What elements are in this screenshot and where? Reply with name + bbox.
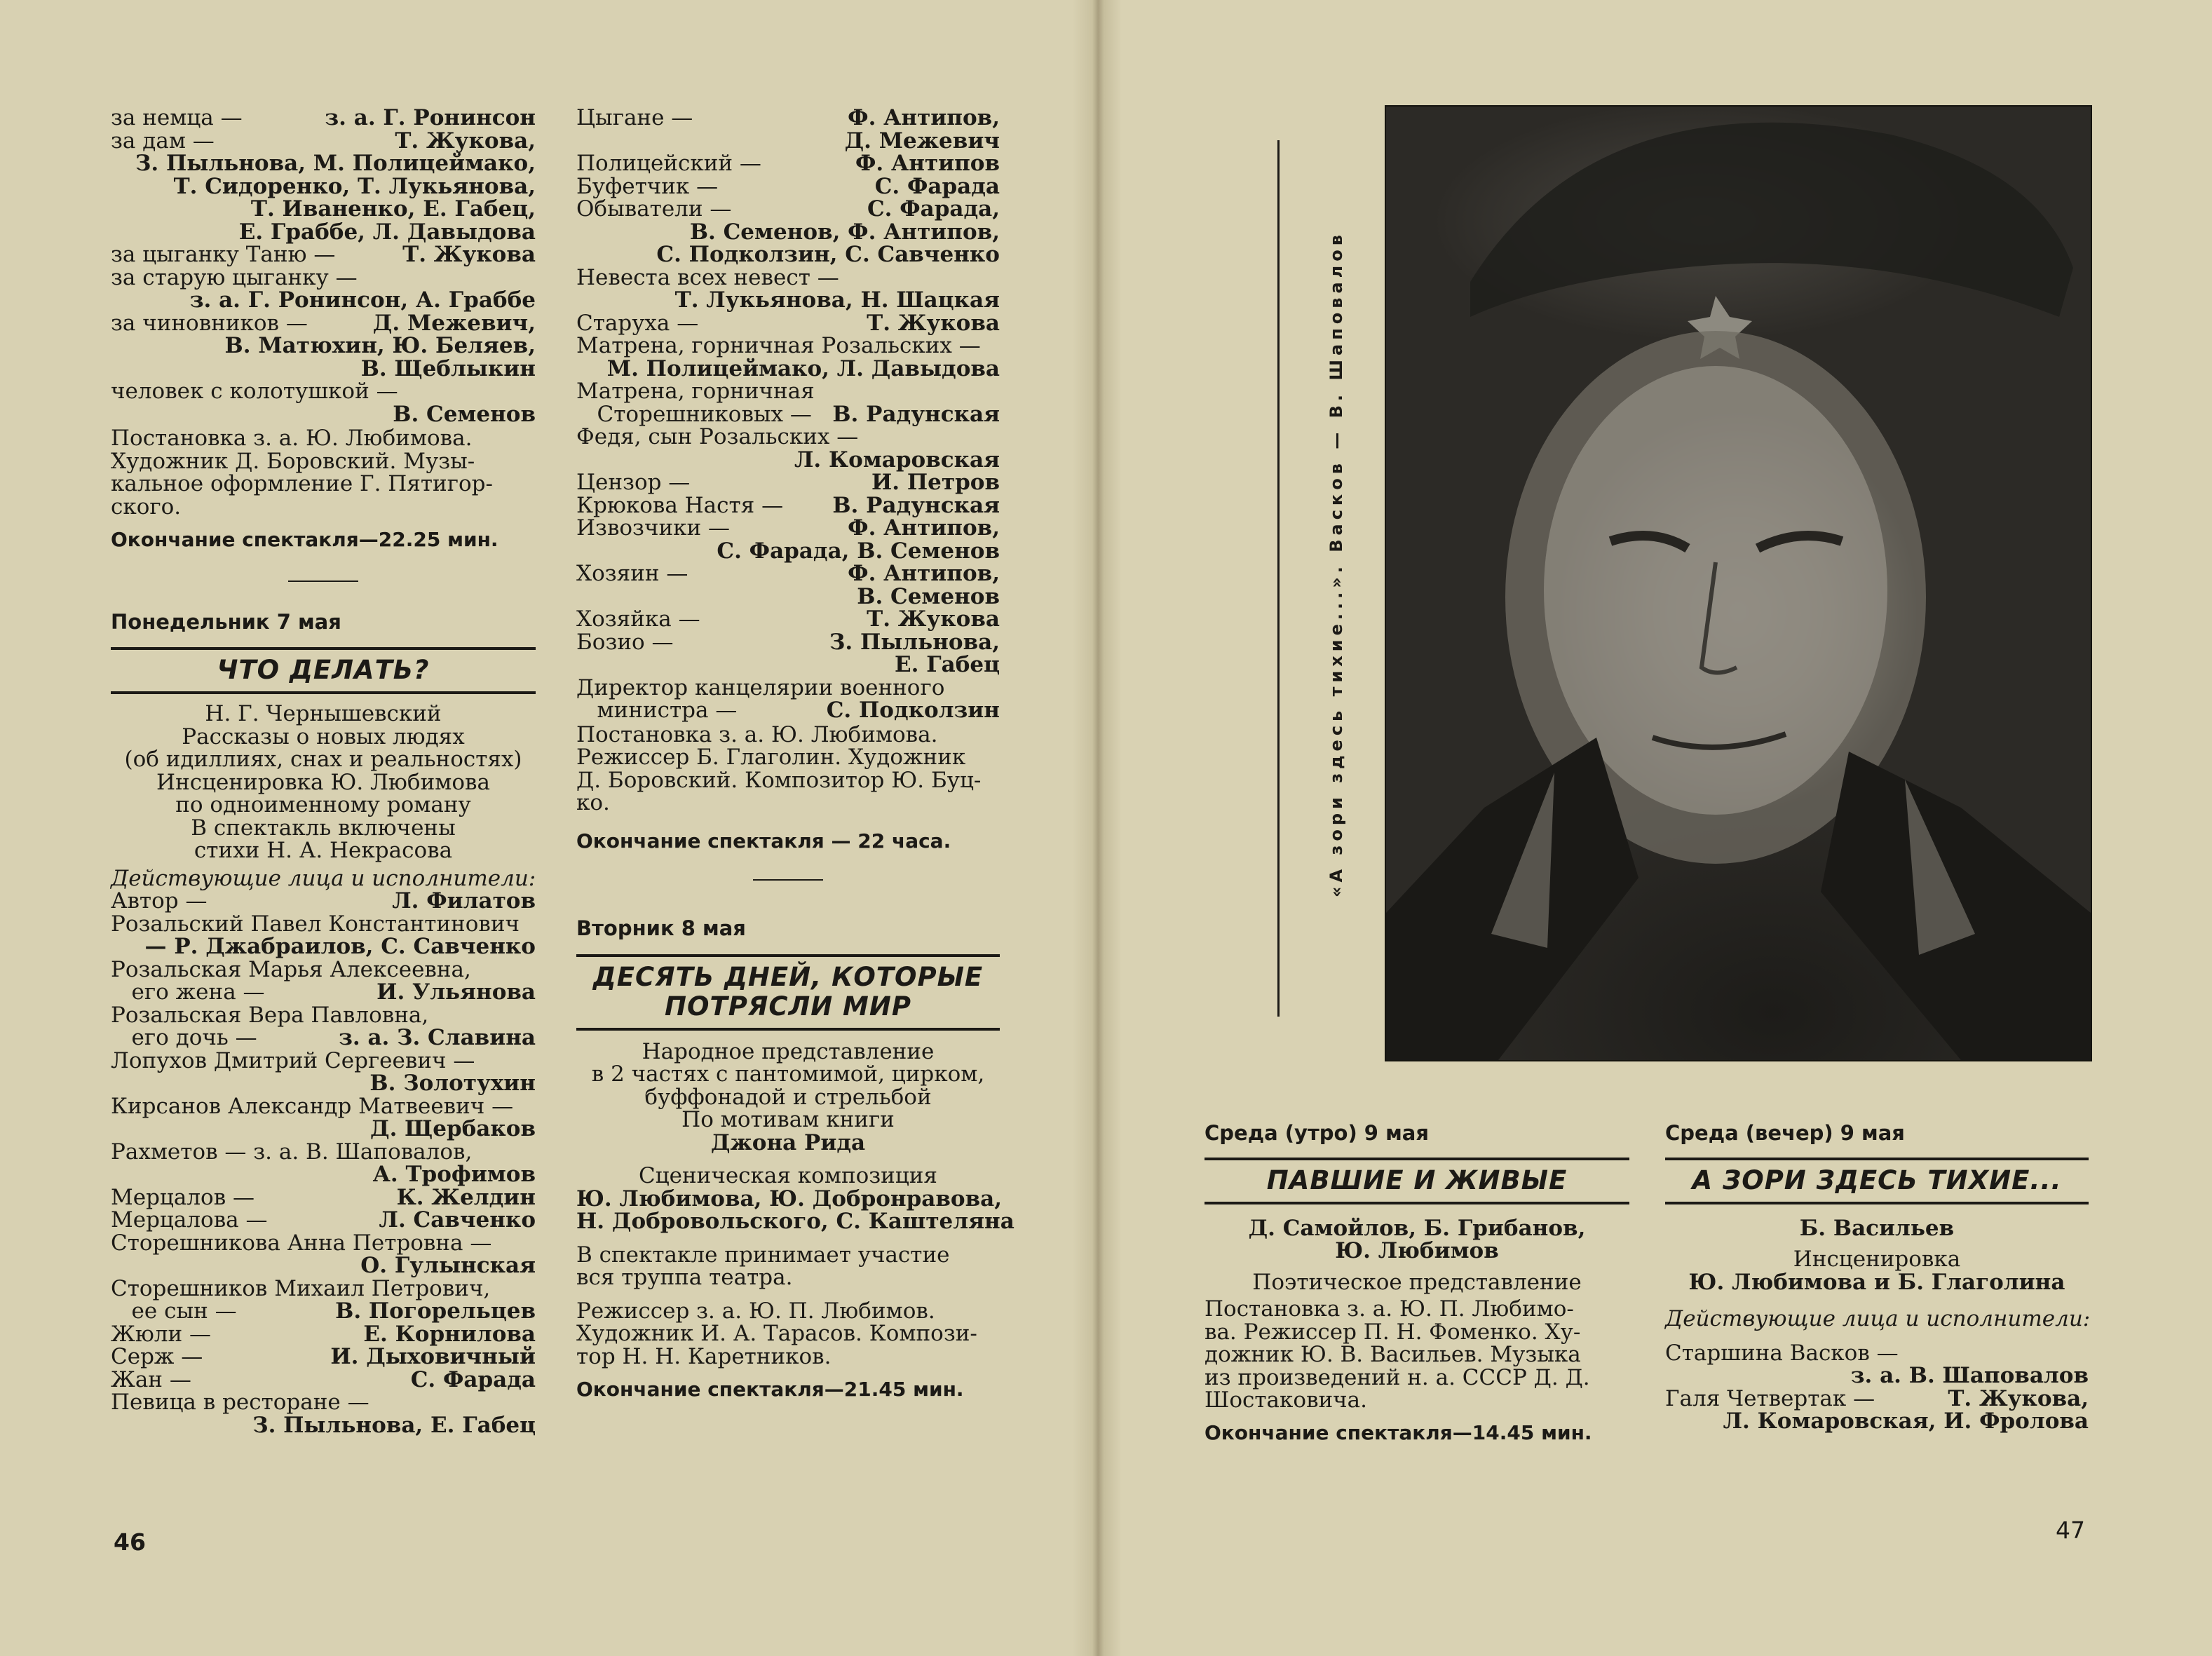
date-heading: Понедельник 7 мая [111, 609, 341, 634]
role-name: Цыгане — [576, 105, 693, 130]
performer-name: К. Желдин [396, 1184, 536, 1210]
page-number: 47 [2056, 1516, 2085, 1544]
title-line: ДЕСЯТЬ ДНЕЙ, КОТОРЫЕ [592, 961, 984, 992]
intro-line: буффонадой и стрельбой [644, 1084, 932, 1110]
play-intro [1665, 1248, 2089, 1294]
performer-name: С. Фарада [410, 1366, 536, 1392]
performer-line: С. Подколзин, С. Савченко [656, 242, 1000, 267]
performer-line: С. Фарада, В. Семенов [717, 538, 1000, 564]
performer-line: — Р. Джабраилов, С. Савченко [144, 934, 536, 959]
role-line: Сторешникова Анна Петровна — [111, 1230, 492, 1256]
troupe-line: В спектакле принимает участие [576, 1242, 950, 1268]
cast-row [111, 1366, 536, 1392]
performer-line: Е. Габец [894, 652, 1000, 677]
performer-name: Т. Жукова [867, 606, 1000, 632]
credit-line: тор Н. Н. Каретников. [576, 1343, 832, 1369]
performer-name: Т. Жукова, [395, 128, 536, 154]
role-line: Розальская Марья Алексеевна, [111, 956, 471, 982]
role-line: Кирсанов Александр Матвеевич — [111, 1093, 514, 1119]
cast-row [576, 107, 1000, 130]
cast-row [111, 107, 536, 130]
cast-row [111, 890, 536, 913]
credit-line: Д. Боровский. Композитор Ю. Буц- [576, 767, 982, 793]
play-intro [576, 1040, 1000, 1155]
role-name: Серж — [111, 1344, 203, 1369]
credit-line: дожник Ю. В. Васильев. Музыка [1205, 1342, 1581, 1367]
role-line: Лопухов Дмитрий Сергеевич — [111, 1047, 475, 1073]
role-name: Жюли — [111, 1321, 212, 1347]
performer-name: В. Погорельцев [335, 1298, 536, 1324]
performer-line: Т. Сидоренко, Т. Лукьянова, [173, 173, 536, 199]
composition-credits [576, 1163, 1015, 1234]
performer-name: Т. Жукова, [1948, 1385, 2089, 1411]
play-author: Б. Васильев [1799, 1215, 1955, 1241]
portrait-illustration [1386, 107, 2091, 1060]
play-title: ЧТО ДЕЛАТЬ? [111, 647, 536, 694]
performer-name: з. а. Г. Ронинсон [325, 105, 536, 130]
role-name: Автор — [111, 888, 208, 914]
role-name: Буфетчик — [576, 173, 719, 199]
performer-line: з. а. Г. Ронинсон, А. Граббе [189, 287, 536, 313]
end-time: Окончание спектакля — 22 часа. [576, 829, 951, 853]
composition-line: Ю. Любимова, Ю. Добронравова, [576, 1186, 1003, 1212]
production-credits [576, 721, 1000, 815]
play-title [576, 954, 1000, 1031]
credit-line: Шостаковича. [1205, 1387, 1368, 1413]
credit-line: Художник Д. Боровский. Музы- [111, 448, 475, 474]
performer-line: А. Трофимов [372, 1162, 536, 1187]
performer-line: О. Гулынская [360, 1253, 536, 1278]
intro-line: стихи Н. А. Некрасова [194, 838, 453, 863]
performer-name: Т. Жукова [402, 242, 536, 267]
performer-name: И. Петров [871, 470, 1000, 495]
book-gutter [1073, 0, 1122, 1656]
performer-line: З. Пыльнова, М. Полицеймако, [135, 151, 536, 176]
role-name: Хозяин — [576, 561, 688, 586]
credit-line: из произведений н. а. СССР Д. Д. [1205, 1364, 1590, 1390]
intro-line: по одноименному роману [175, 792, 471, 817]
cast-row [111, 1209, 536, 1232]
intro-line: (об идиллиях, снах и реальностях) [124, 747, 522, 772]
performer-line: Л. Комаровская, И. Фролова [1723, 1409, 2089, 1434]
credit-line: Постановка з. а. Ю. Любимова. [111, 426, 473, 451]
performer-line: Л. Комаровская [794, 447, 1000, 473]
role-line: Директор канцелярии военного [576, 674, 945, 700]
role-name: министра — [576, 698, 738, 723]
intro-line: в 2 частях с пантомимой, цирком, [591, 1061, 985, 1087]
left-column-1 [111, 107, 536, 1437]
cast-row [1665, 1387, 2089, 1411]
cast-row [111, 312, 536, 335]
left-column-2 [576, 105, 1015, 1402]
production-credits [1205, 1298, 1629, 1412]
cast-row [576, 562, 1000, 585]
performer-line: З. Пыльнова, Е. Габец [252, 1412, 536, 1438]
wednesday-evening-column [1665, 1122, 2089, 1433]
role-line: Невеста всех невест — [576, 264, 839, 290]
troupe-note [576, 1244, 1000, 1289]
production-credits [576, 1300, 1000, 1369]
credit-line: Художник И. А. Тарасов. Компози- [576, 1321, 977, 1346]
performer-line: Д. Щербаков [370, 1116, 536, 1141]
intro-line: Народное представление [642, 1038, 935, 1064]
performer-line: Д. Межевич [844, 128, 1000, 154]
performer-line: В. Семенов [393, 401, 536, 427]
role-name: Рахметов — з. а. В. Шаповалов, [111, 1139, 473, 1165]
composition-line: Н. Добровольского, С. Каштеляна [576, 1209, 1015, 1234]
production-credits [111, 427, 536, 518]
cast-header: Действующие лица и исполнители: [1665, 1306, 2091, 1331]
cast-row [111, 1186, 536, 1209]
title-line: ПОТРЯСЛИ МИР [665, 991, 911, 1022]
role-name: за немца — [111, 105, 243, 130]
cast-row [576, 631, 1000, 654]
role-name: Крюкова Настя — [576, 492, 784, 518]
credit-line: Постановка з. а. Ю. П. Любимо- [1205, 1296, 1574, 1322]
role-name: его дочь — [111, 1025, 257, 1050]
performer-line: В. Семенов [857, 583, 1000, 609]
cast-list [111, 890, 536, 1437]
play-title: ПАВШИЕ И ЖИВЫЕ [1205, 1158, 1629, 1204]
performer-line: В. Золотухин [369, 1071, 536, 1096]
date-heading: Среда (вечер) 9 мая [1665, 1121, 1905, 1145]
cast-row [111, 1141, 536, 1164]
role-name: Цензор — [576, 470, 691, 495]
cast-row [111, 1026, 536, 1050]
performer-name: Ф. Антипов, [848, 515, 1000, 541]
role-line: за старую цыганку — [111, 264, 358, 290]
cast-row [111, 1300, 536, 1323]
role-name: за дам — [111, 128, 215, 154]
intro-line: Инсценировка [1793, 1247, 1961, 1272]
separator [288, 581, 358, 582]
cast-row [576, 494, 1000, 517]
role-name: за цыганку Таню — [111, 242, 336, 267]
date-heading: Среда (утро) 9 мая [1205, 1121, 1429, 1145]
end-time: Окончание спектакля—22.25 мин. [111, 528, 498, 551]
credit-line: Постановка з. а. Ю. Любимова. [576, 721, 938, 747]
role-name: Мерцалова — [111, 1207, 268, 1233]
end-time: Окончание спектакля—21.45 мин. [576, 1378, 964, 1401]
intro-line: Н. Г. Чернышевский [205, 701, 442, 726]
credit-line: ва. Режиссер П. Н. Фоменко. Ху- [1205, 1319, 1581, 1345]
role-name: его жена — [111, 979, 265, 1005]
intro-line: Инсценировка Ю. Любимова [156, 769, 490, 795]
author-line: Д. Самойлов, Б. Грибанов, [1248, 1215, 1586, 1241]
performer-line: В. Щеблыкин [360, 355, 536, 381]
cast-row [111, 243, 536, 266]
cast-row [576, 152, 1000, 175]
performer-name: Ф. Антипов, [848, 561, 1000, 586]
performer-line: з. а. В. Шаповалов [1850, 1363, 2089, 1388]
play-genre: Поэтическое представление [1252, 1269, 1582, 1295]
cast-list-continued [111, 107, 536, 426]
separator [753, 879, 823, 881]
end-time: Окончание спектакля—14.45 мин. [1205, 1420, 1592, 1444]
page-number: 46 [114, 1528, 146, 1556]
cast-row [111, 130, 536, 153]
performer-name: С. Подколзин [826, 698, 1000, 723]
role-name: ее сын — [111, 1298, 237, 1324]
performer-line: Т. Иваненко, Е. Габец, [250, 196, 536, 222]
cast-row [111, 981, 536, 1004]
role-line: Сторешников Михаил Петрович, [111, 1275, 491, 1301]
role-name: Хозяйка — [576, 606, 700, 632]
role-line: Розальская Вера Павловна, [111, 1002, 429, 1028]
performer-name: Д. Межевич, [372, 310, 536, 336]
date-heading: Вторник 8 мая [576, 916, 746, 940]
performer-line: Т. Лукьянова, Н. Шацкая [674, 287, 1000, 313]
composition-line: Сценическая композиция [639, 1163, 937, 1188]
role-name: Бозио — [576, 629, 674, 655]
performer-name: И. Дыховичный [330, 1344, 536, 1369]
performer-line: Е. Граббе, Л. Давыдова [238, 219, 536, 245]
role-line: Певица в ресторане — [111, 1390, 369, 1415]
intro-line: По мотивам книги [681, 1107, 895, 1132]
performer-line: М. Полицеймако, Л. Давыдова [606, 355, 1000, 381]
wednesday-morning-column [1205, 1122, 1629, 1444]
cast-row [576, 403, 1000, 426]
cast-row [576, 312, 1000, 335]
cast-list-continued [576, 107, 1000, 722]
performer-name: И. Ульянова [376, 979, 536, 1005]
caption-rule [1277, 140, 1280, 1017]
role-name: Полицейский — [576, 151, 761, 176]
performer-name: з. а. З. Славина [339, 1025, 536, 1050]
cast-row [576, 471, 1000, 494]
role-name: Сторешниковых — [576, 401, 812, 427]
cast-list [1665, 1342, 2089, 1433]
troupe-line: вся труппа театра. [576, 1265, 793, 1290]
cast-row [576, 175, 1000, 198]
play-title: А ЗОРИ ЗДЕСЬ ТИХИЕ... [1665, 1158, 2089, 1204]
role-name: Извозчики — [576, 515, 731, 541]
cast-header: Действующие лица и исполнители: [111, 865, 536, 891]
performer-name: С. Фарада [874, 173, 1000, 199]
cast-row [576, 699, 1000, 722]
performer-name: Л. Савченко [379, 1207, 536, 1233]
role-name: Мерцалов — [111, 1184, 255, 1210]
role-name: за чиновников — [111, 310, 308, 336]
performer-name: Л. Филатов [392, 888, 536, 914]
role-name: Жан — [111, 1366, 191, 1392]
intro-line: Джона Рида [710, 1129, 866, 1155]
intro-line: Ю. Любимова и Б. Глаголина [1688, 1269, 2065, 1295]
cast-row [111, 1323, 536, 1346]
performer-line: В. Семенов, Ф. Антипов, [689, 219, 1000, 245]
credit-line: Режиссер Б. Глаголин. Художник [576, 745, 966, 770]
role-line: человек с колотушкой — [111, 379, 398, 404]
intro-line: В спектакль включены [191, 815, 456, 841]
cast-row [576, 517, 1000, 540]
credit-line: ко. [576, 790, 610, 815]
performer-line: В. Матюхин, Ю. Беляев, [224, 333, 536, 358]
role-line: Матрена, горничная [576, 379, 815, 404]
photo-caption: «А зори здесь тихие...». Васков — В. Шаповалов [1326, 231, 1346, 897]
performer-name: Ф. Антипов, [848, 105, 1000, 130]
performer-name: Ф. Антипов [855, 151, 1000, 176]
performer-name: В. Радунская [832, 401, 1000, 427]
credit-line: кальное оформление Г. Пятигор- [111, 471, 493, 496]
performer-name: Т. Жукова [867, 310, 1000, 336]
credit-line: ского. [111, 494, 182, 520]
role-line: Старшина Васков — [1665, 1340, 1899, 1366]
cast-row [576, 608, 1000, 631]
role-name: Обыватели — [576, 196, 732, 222]
performer-name: С. Фарада, [867, 196, 1000, 222]
role-line: Федя, сын Розальских — [576, 424, 859, 449]
credit-line: Режиссер з. а. Ю. П. Любимов. [576, 1298, 935, 1324]
role-line: Розальский Павел Константинович [111, 911, 520, 937]
performer-name: В. Радунская [832, 492, 1000, 518]
performer-name: З. Пыльнова, [829, 629, 1000, 655]
role-name: Галя Четвертак — [1665, 1385, 1875, 1411]
play-intro [111, 703, 536, 862]
author-line: Ю. Любимов [1335, 1238, 1499, 1263]
role-line: Матрена, горничная Розальских — [576, 333, 981, 358]
cast-row [111, 1345, 536, 1369]
role-name: Старуха — [576, 310, 699, 336]
play-authors [1205, 1217, 1629, 1263]
actor-portrait-photo [1385, 105, 2092, 1061]
cast-row [576, 198, 1000, 221]
performer-name: Е. Корнилова [363, 1321, 536, 1347]
intro-line: Рассказы о новых людях [182, 724, 465, 749]
